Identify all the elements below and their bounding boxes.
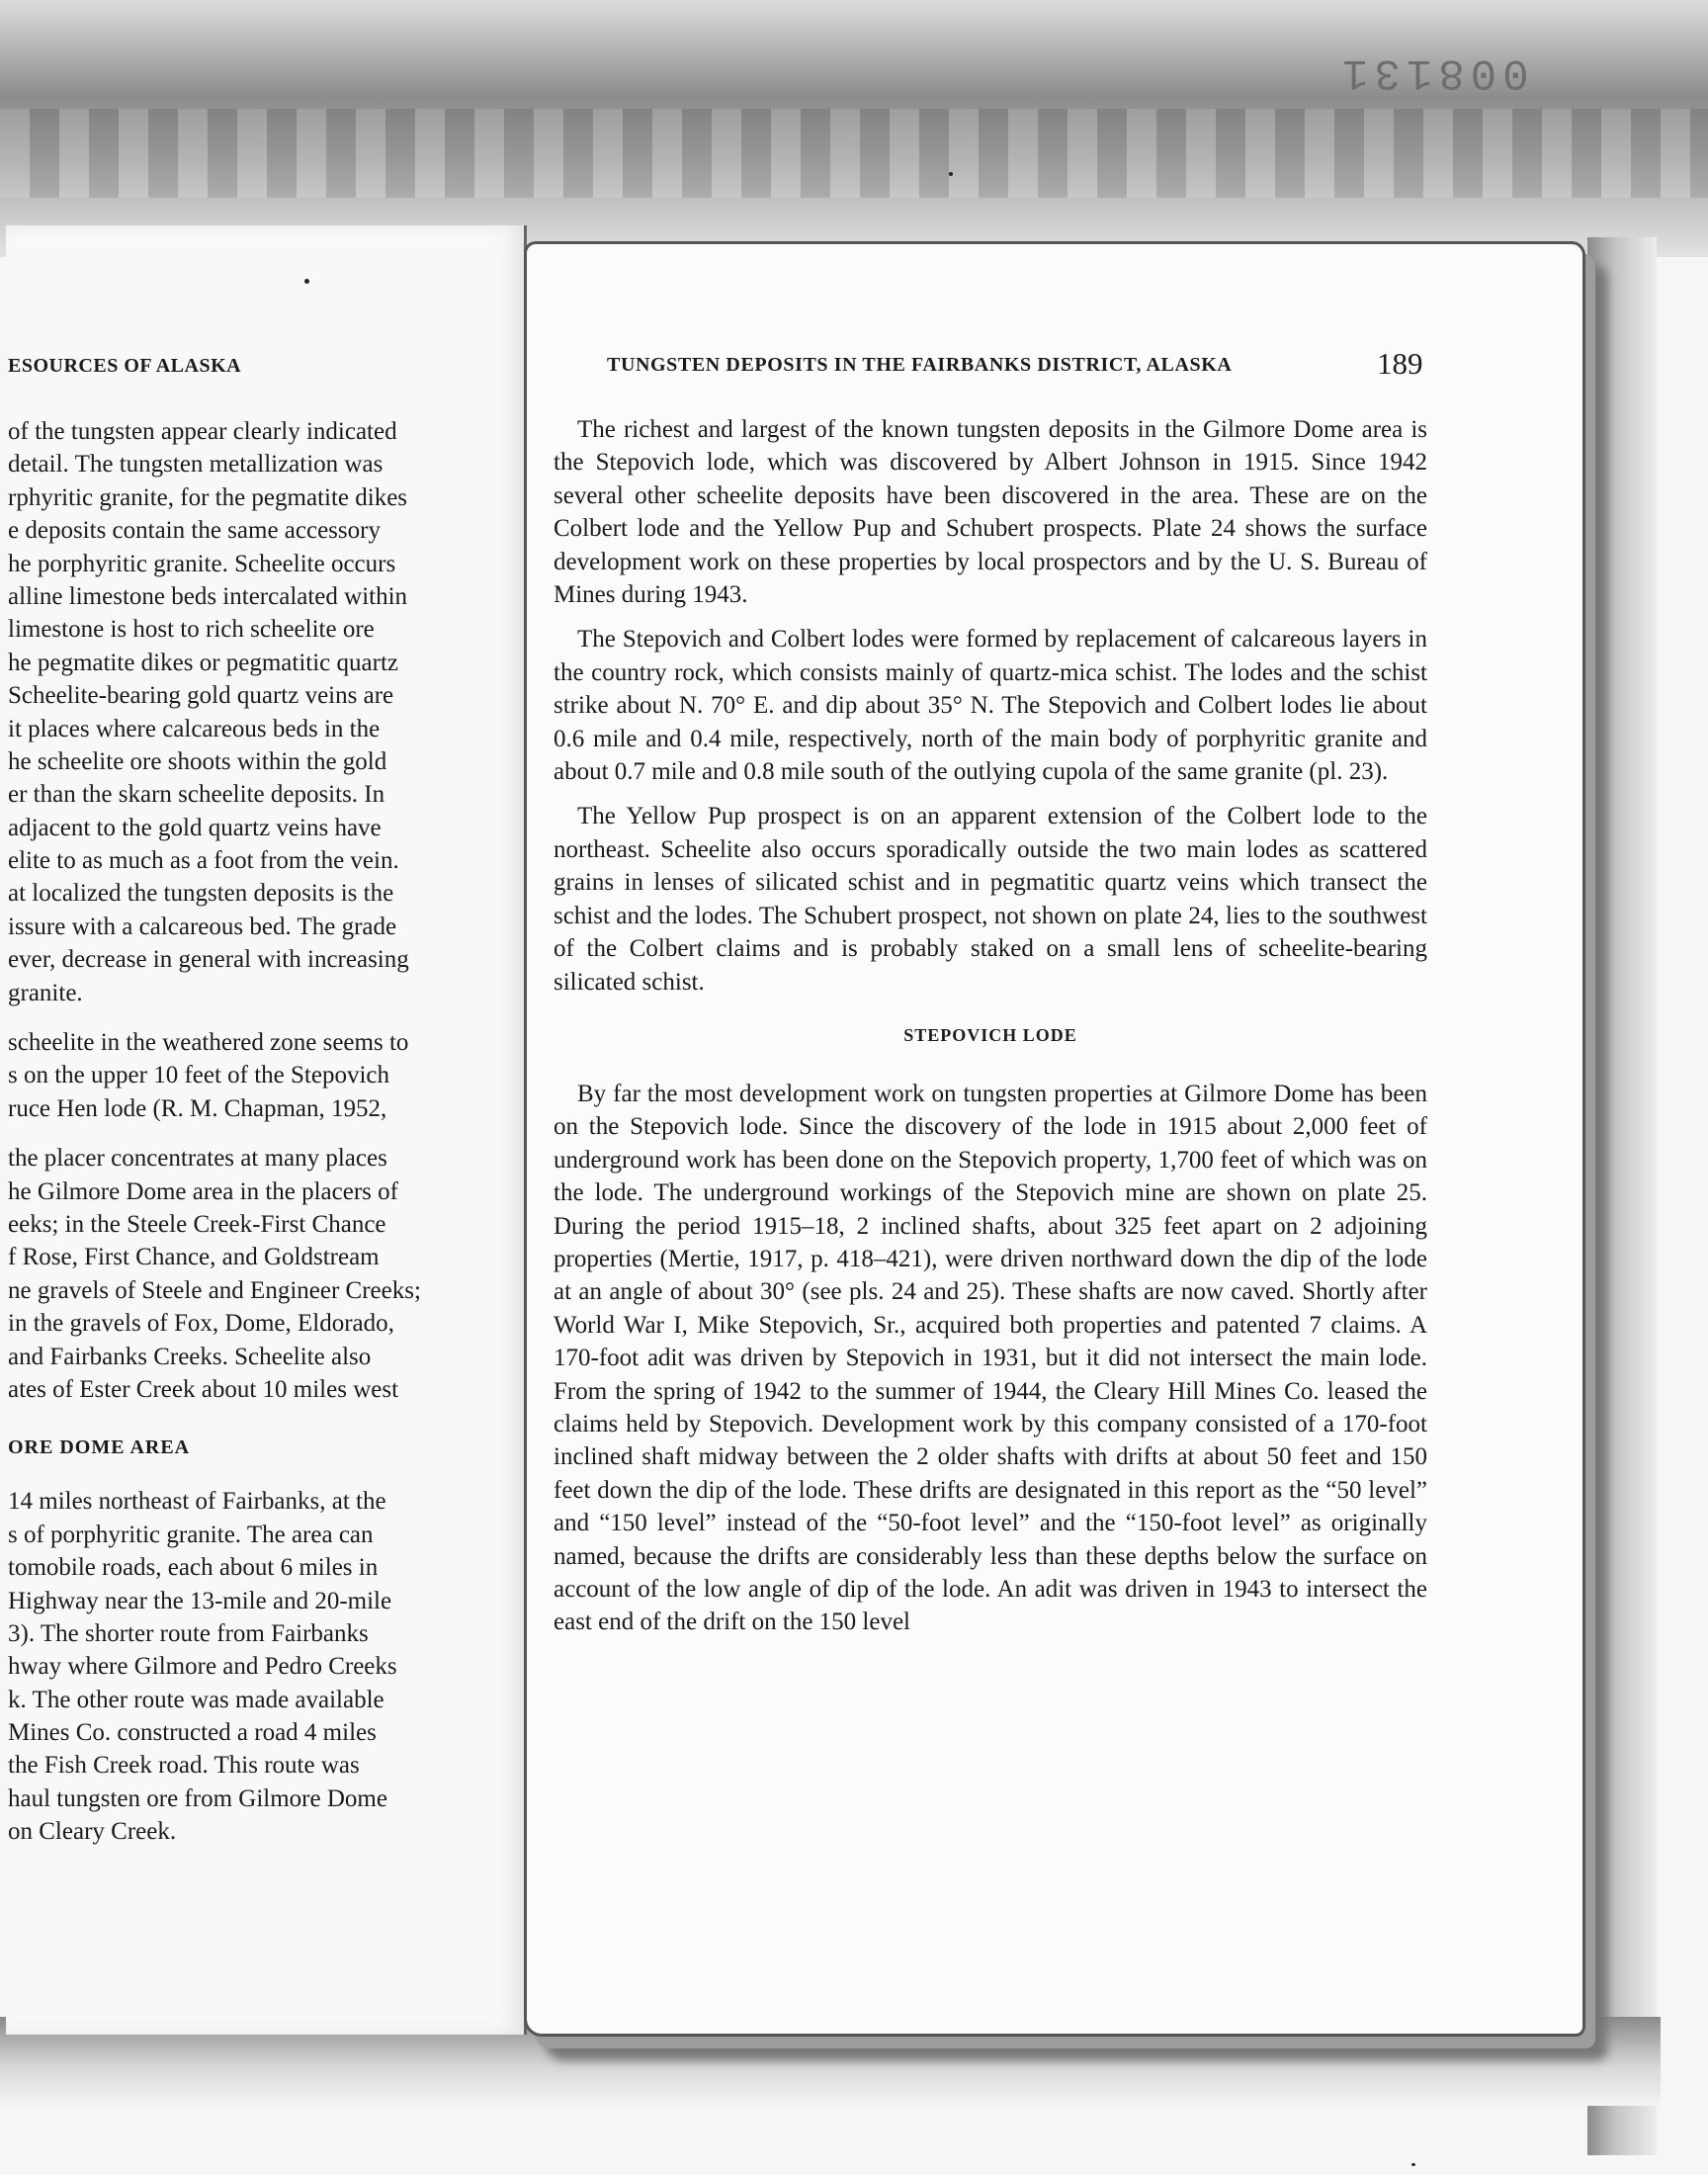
text-line: alline limestone beds intercalated within [8,582,408,610]
text-line: limestone is host to rich scheelite ore [8,616,375,644]
text-line: f Rose, First Chance, and Goldstream [8,1244,380,1271]
text-line: s of porphyritic granite. The area can [8,1521,374,1548]
text-line: granite. [8,979,83,1006]
text-line: 14 miles northeast of Fairbanks, at the [8,1488,386,1516]
text-line: detail. The tungsten metallization was [8,451,384,478]
text-line: tomobile roads, each about 6 miles in [8,1554,379,1582]
text-line: the Fish Creek road. This route was [8,1752,360,1780]
left-running-head: ESOURCES OF ALASKA [8,355,242,377]
right-page-body [554,413,1427,1651]
text-line: he Gilmore Dome area in the placers of [8,1177,398,1205]
text-line: issure with a calcareous bed. The grade [8,913,397,940]
text-line: ever, decrease in general with increasing [8,946,409,974]
text-line: on Cleary Creek. [8,1818,177,1846]
text-line: ates of Ester Creek about 10 miles west [8,1375,399,1403]
text-line: he porphyritic granite. Scheelite occurs [8,550,396,577]
paragraph-stepovich-lode: By far the most development work on tungsten properties at Gilmore Dome has been on the Stepovich lode. Since the discovery of the lode in 1915 about 2,000 feet of underground work has been done on the Stepovich property, 1,700 feet of which was on the lode. The underground workings of the Stepovich mine are shown on plate 25. During the period 1915–18, 2 inclined shafts, about 325 feet apart on 2 adjoining properties (Mertie, 1917, p. 418–421), were driven northward down the dip of the lode at an angle of about 30° (see pls. 24 and 25). These shafts are now caved. Shortly after World War I, Mike Stepovich, Sr., acquired both properties and patented 7 claims. A 170-foot adit was driven by Stepovich in 1931, but it did not intersect the main lode. From the spring of 1942 to the summer of 1944, the Cleary Hill Mines Co. leased the claims held by Stepovich. Development work by this company consisted of a 170-foot inclined shaft midway between the 2 older shafts with drifts at about 50 feet and 150 feet down the dip of the lode. These drifts are designated in this report as the “50 level” and “150 level” instead of the “50-foot level” and the “150-foot level” as originally named, because the drifts are considerably less than these depths below the surface on account of the low angle of dip of the lode. An adit was driven in 1943 to intersect the east end of the drift on the 150 level [554,1080,1427,1636]
text-line: at localized the tungsten deposits is the [8,880,394,908]
scan-right-edge [1587,237,1657,2155]
text-line: he pegmatite dikes or pegmatitic quartz [8,649,398,676]
text-line: he scheelite ore shoots within the gold [8,747,387,775]
text-line: adjacent to the gold quartz veins have [8,814,382,841]
scan-speck [949,172,953,176]
text-line: eeks; in the Steele Creek-First Chance [8,1210,386,1238]
left-paragraph-1 [8,415,502,1009]
scan-speck [1411,2163,1415,2166]
text-line: 3). The shorter route from Fairbanks [8,1619,369,1647]
paragraph-3: The Yellow Pup prospect is on an apparent extension of the Colbert lode to the northeast. Scheelite also occurs sporadically outside the two main lodes as scattered grains in lenses of silicated schist and in pegmatitic quartz veins which transect the schist and the lodes. The Schubert prospect, not shown on plate 24, lies to the southwest of the Colbert claims and is probably staked on a small lens of scheelite-bearing silicated schist. [554,803,1427,996]
page-number: 189 [1377,346,1423,381]
left-section-heading: ORE DOME AREA [8,1436,191,1459]
left-paragraph-2 [8,1026,502,1125]
text-line: haul tungsten ore from Gilmore Dome [8,1784,387,1812]
text-line: it places where calcareous beds in the [8,715,381,742]
text-line: e deposits contain the same accessory [8,517,381,545]
paragraph-2: The Stepovich and Colbert lodes were formed by replacement of calcareous layers in the country rock, which consists mainly of quartz-mica schist. The lodes and the schist strike about N. 70° E. and dip about 35° N. The Stepovich and Colbert lodes lie about 0.6 mile and 0.4 mile, respectively, north of the main body of porphyritic granite and about 0.7 mile and 0.8 mile south of the outlying cupola of the same granite (pl. 23). [554,626,1427,786]
left-page-body [8,415,502,1849]
right-running-head: TUNGSTEN DEPOSITS IN THE FAIRBANKS DISTRICT, ALASKA [607,354,1233,376]
text-line: rphyritic granite, for the pegmatite dikes [8,483,408,511]
text-line: er than the skarn scheelite deposits. In [8,781,385,809]
text-line: in the gravels of Fox, Dome, Eldorado, [8,1310,394,1338]
left-paragraph-3 [8,1142,502,1406]
scan-top-shadow [0,0,1708,257]
text-line: elite to as much as a foot from the vein. [8,847,399,875]
scan-speck [304,279,309,284]
text-line: the placer concentrates at many places [8,1145,387,1173]
archive-stamp-number: 008131 [1336,47,1529,97]
left-paragraph-4 [8,1485,502,1848]
text-line: scheelite in the weathered zone seems to [8,1029,409,1057]
text-line: k. The other route was made available [8,1686,384,1713]
section-heading-stepovich-lode: STEPOVICH LODE [903,1024,1077,1045]
text-line: ruce Hen lode (R. M. Chapman, 1952, [8,1094,387,1122]
text-line: of the tungsten appear clearly indicated [8,418,397,445]
text-line: Scheelite-bearing gold quartz veins are [8,682,394,710]
text-line: Mines Co. constructed a road 4 miles [8,1719,377,1747]
text-line: hway where Gilmore and Pedro Creeks [8,1653,397,1681]
paragraph-1: The richest and largest of the known tungsten deposits in the Gilmore Dome area is the Stepovich lode, which was discovered by Albert Johnson in 1915. Since 1942 several other scheelite deposits have been discovered in the area. These are on the Colbert lode and the Yellow Pup and Schubert prospects. Plate 24 shows the surface development work on these properties by local prospectors and by the U. S. Bureau of Mines during 1943. [554,416,1427,609]
text-line: ne gravels of Steele and Engineer Creeks; [8,1276,421,1304]
text-line: Highway near the 13-mile and 20-mile [8,1587,392,1614]
text-line: and Fairbanks Creeks. Scheelite also [8,1343,372,1370]
text-line: s on the upper 10 feet of the Stepovich [8,1062,390,1089]
